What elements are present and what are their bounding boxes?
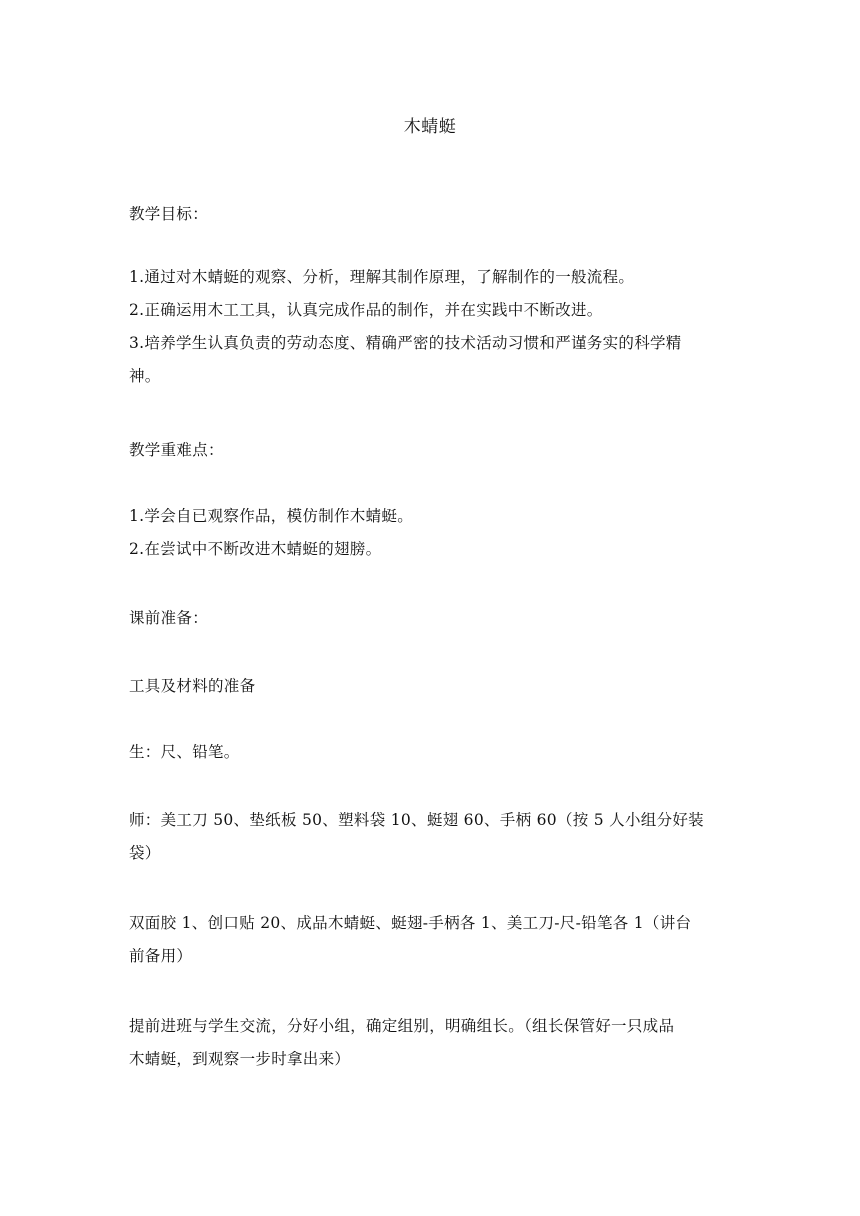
objective-item-1: 1.通过对木蜻蜓的观察、分析，理解其制作原理，了解制作的一般流程。 [129,268,635,286]
objectives-heading: 教学目标： [129,205,209,223]
document-title: 木蜻蜓 [403,117,457,137]
students-materials: 生：尺、铅笔。 [129,743,240,761]
teacher-materials-line-1: 师：美工刀 50、垫纸板 50、塑料袋 10、蜓翅 60、手柄 60（按 5 人小组分好装 [129,811,704,829]
podium-materials-line-2: 前备用） [129,947,193,965]
key-point-item-2: 2.在尝试中不断改进木蜻蜓的翅膀。 [129,540,382,558]
advance-prep-line-2: 木蜻蜓，到观察一步时拿出来） [129,1050,351,1068]
teacher-materials-line-2: 袋） [129,844,161,862]
tools-materials-heading: 工具及材料的准备 [129,677,256,695]
key-point-item-1: 1.学会自已观察作品，模仿制作木蜻蜓。 [129,507,413,525]
objective-item-2: 2.正确运用木工工具，认真完成作品的制作，并在实践中不断改进。 [129,301,603,319]
advance-prep-line-1: 提前进班与学生交流，分好小组，确定组别，明确组长。（组长保管好一只成品 [129,1017,675,1035]
objective-item-3: 3.培养学生认真负责的劳动态度、精确严密的技术活动习惯和严谨务实的科学精 [129,334,682,352]
podium-materials-line-1: 双面胶 1、创口贴 20、成品木蜻蜓、蜓翅-手柄各 1、美工刀-尺-铅笔各 1（讲台 [129,914,692,932]
objective-item-3-continued: 神。 [129,367,161,385]
preparation-heading: 课前准备： [129,609,209,627]
key-points-heading: 教学重难点： [129,441,224,459]
